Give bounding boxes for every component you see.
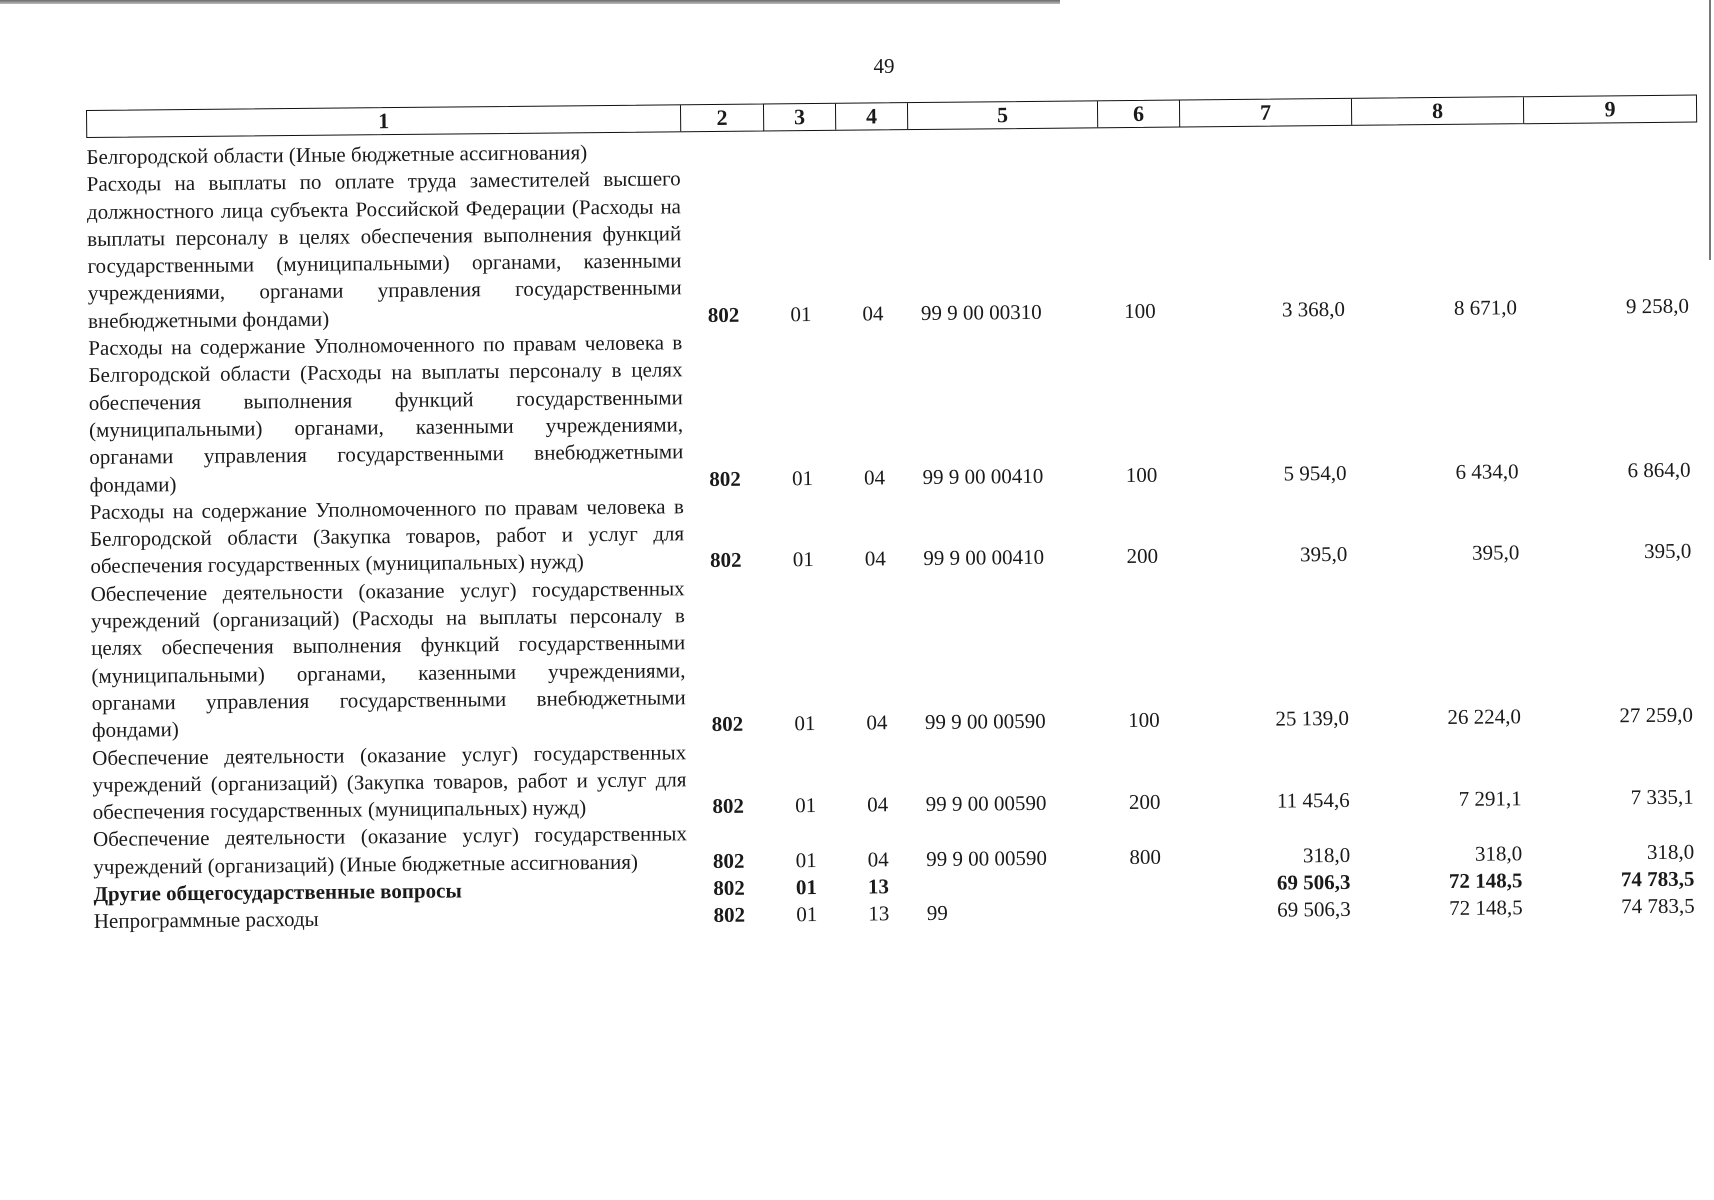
cell-amount-col-9: 7 335,1 bbox=[1630, 784, 1694, 810]
cell-section: 01 bbox=[791, 465, 814, 490]
cell-ministry-code: 802 bbox=[707, 302, 740, 327]
cell-subsection: 13 bbox=[868, 901, 890, 926]
cell-amount-col-9: 318,0 bbox=[1646, 839, 1695, 864]
cell-section: 01 bbox=[795, 847, 817, 872]
cell-target-article: 99 9 00 00590 bbox=[925, 790, 1047, 817]
cell-ministry-code: 802 bbox=[712, 793, 745, 819]
row-description: Обеспечение деятельности (оказание услуг) государственных учреждений (организаций) (Закупка товаров, работ и услуг для обеспечения государственных (муниципальных) нужд) bbox=[92, 739, 687, 825]
header-col-8: 8 bbox=[1352, 97, 1524, 125]
cell-ministry-code: 802 bbox=[712, 848, 745, 873]
cell-amount-col-7: 69 506,3 bbox=[1276, 869, 1351, 895]
cell-target-article: 99 9 00 00590 bbox=[926, 845, 1048, 871]
cell-amount-col-7: 11 454,6 bbox=[1276, 788, 1350, 813]
cell-amount-col-9: 9 258,0 bbox=[1625, 293, 1690, 319]
cell-subsection: 04 bbox=[862, 301, 884, 326]
cell-amount-col-9: 6 864,0 bbox=[1627, 457, 1691, 482]
scan-edge-right bbox=[1709, 0, 1711, 260]
cell-amount-col-8: 26 224,0 bbox=[1447, 704, 1522, 730]
cell-ministry-code: 802 bbox=[709, 548, 742, 573]
cell-amount-col-9: 74 783,5 bbox=[1620, 866, 1695, 892]
cell-expense-type bbox=[1105, 925, 1187, 926]
cell-target-article: 99 9 00 00410 bbox=[922, 463, 1044, 489]
cell-subsection: 04 bbox=[864, 546, 886, 571]
cell-expense-type: 100 bbox=[1124, 298, 1156, 323]
cell-amount-col-8: 395,0 bbox=[1471, 540, 1520, 566]
table-row bbox=[87, 156, 1699, 335]
table-row bbox=[92, 729, 1704, 826]
cell-amount-col-7: 25 139,0 bbox=[1275, 706, 1350, 731]
cell-amount-col-8: 72 148,5 bbox=[1449, 895, 1523, 921]
cell-target-article: 99 bbox=[926, 901, 948, 926]
cell-section: 01 bbox=[795, 793, 817, 818]
cell-amount-col-9: 27 259,0 bbox=[1619, 702, 1693, 728]
cell-amount-col-8: 7 291,1 bbox=[1458, 786, 1522, 811]
cell-section: 01 bbox=[794, 711, 816, 736]
cell-target-article: 99 9 00 00310 bbox=[920, 299, 1042, 325]
page-number: 49 bbox=[873, 54, 895, 78]
row-description: Обеспечение деятельности (оказание услуг) государственных учреждений (организаций) (Расходы на выплаты персоналу в целях обеспечения выполнения функций государственными (муниципальными) органами, казенными учреждениями, органами управления государственными внебюджетными фондами) bbox=[90, 576, 686, 743]
cell-amount-col-7: 318,0 bbox=[1302, 842, 1351, 868]
row-description: Расходы на содержание Уполномоченного по правам человека в Белгородской области (Расходы на выплаты персоналу в целях обеспечения выполнения функций государственными (муниципальными) органами, казенными учреждениями, органами управления государственными внебюджетными фондами) bbox=[88, 330, 684, 497]
cell-subsection: 13 bbox=[867, 874, 890, 899]
row-description: Расходы на содержание Уполномоченного по правам человека в Белгородской области (Закупка товаров, работ и услуг для обеспечения государственных (муниципальных) нужд) bbox=[89, 494, 685, 579]
row-description: Расходы на выплаты по оплате труда заместителей высшего должностного лица субъекта Российской Федерации (Расходы на выплаты персоналу в целях обеспечения выполнения функций государственными (муниципальными) органами, казенными учреждениями, органами управления государственными внебюджетными фондами) bbox=[86, 166, 682, 333]
cell-expense-type: 200 bbox=[1126, 544, 1159, 569]
cell-target-article: 99 9 00 00410 bbox=[923, 545, 1045, 571]
header-col-6: 6 bbox=[1098, 100, 1180, 127]
header-col-4: 4 bbox=[836, 103, 908, 130]
header-col-3: 3 bbox=[764, 104, 836, 131]
cell-ministry-code: 802 bbox=[713, 875, 745, 901]
row-description: Белгородской области (Иные бюджетные ассигнования) bbox=[86, 140, 588, 169]
row-description: Другие общегосударственные вопросы bbox=[93, 878, 462, 906]
cell-expense-type: 100 bbox=[1128, 707, 1160, 733]
cell-amount-col-7: 395,0 bbox=[1299, 542, 1348, 567]
header-col-9: 9 bbox=[1604, 96, 1616, 122]
cell-amount-col-7: 69 506,3 bbox=[1277, 897, 1351, 922]
table-row bbox=[91, 565, 1703, 744]
header-col-1: 1 bbox=[87, 105, 681, 137]
cell-amount-col-9: 74 783,5 bbox=[1621, 893, 1695, 919]
cell-subsection: 04 bbox=[867, 847, 889, 872]
cell-subsection: 04 bbox=[863, 464, 886, 490]
cell-amount-col-7: 3 368,0 bbox=[1281, 296, 1346, 322]
cell-expense-type: 100 bbox=[1125, 462, 1158, 487]
cell-amount-col-8: 318,0 bbox=[1474, 840, 1523, 866]
table-row bbox=[90, 483, 1702, 580]
cell-amount-col-8: 72 148,5 bbox=[1448, 868, 1523, 893]
cell-ministry-code: 802 bbox=[713, 903, 746, 928]
cell-expense-type: 200 bbox=[1128, 789, 1161, 815]
cell-ministry-code: 802 bbox=[711, 711, 744, 737]
header-col-7: 7 bbox=[1180, 99, 1352, 127]
cell-target-article: 99 9 00 00590 bbox=[924, 709, 1046, 735]
cell-amount-col-8: 6 434,0 bbox=[1455, 458, 1519, 484]
table-body bbox=[86, 123, 1705, 936]
row-description: Обеспечение деятельности (оказание услуг) государственных учреждений (организаций) (Иные бюджетные ассигнования) bbox=[92, 821, 688, 879]
cell-section: 01 bbox=[790, 301, 812, 327]
header-col-5: 5 bbox=[908, 101, 1098, 129]
cell-expense-type: 800 bbox=[1129, 844, 1162, 869]
cell-amount-col-7: 5 954,0 bbox=[1283, 460, 1347, 486]
cell-section: 01 bbox=[795, 875, 818, 900]
cell-section: 01 bbox=[792, 547, 814, 572]
cell-section: 01 bbox=[796, 902, 818, 927]
cell-subsection: 04 bbox=[866, 710, 888, 735]
table-row bbox=[88, 320, 1700, 499]
cell-ministry-code: 802 bbox=[709, 466, 741, 491]
cell-amount-col-8: 8 671,0 bbox=[1453, 295, 1518, 320]
scan-edge-top bbox=[0, 0, 1060, 4]
cell-subsection: 04 bbox=[867, 792, 889, 817]
budget-table bbox=[86, 95, 1705, 936]
header-col-2: 2 bbox=[681, 104, 764, 131]
row-description: Непрограммные расходы bbox=[93, 907, 319, 934]
cell-amount-col-9: 395,0 bbox=[1643, 539, 1692, 564]
